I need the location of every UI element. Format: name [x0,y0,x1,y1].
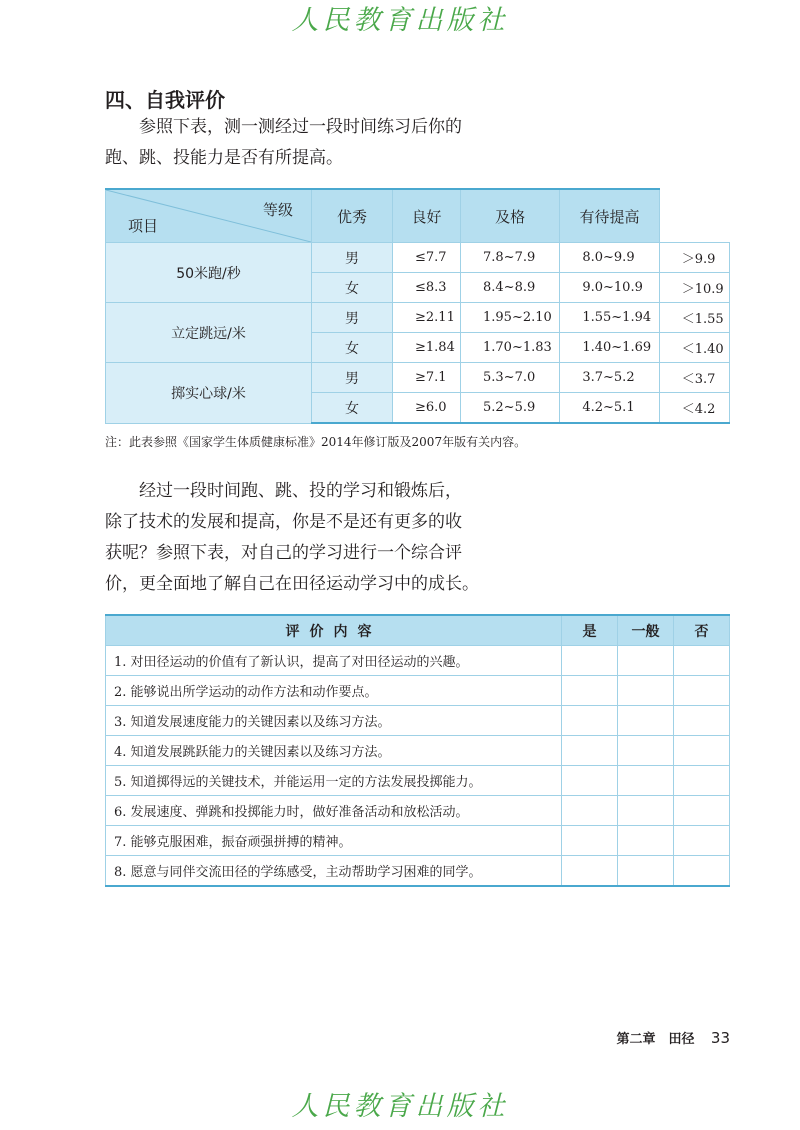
no-check-cell[interactable] [674,856,730,887]
column-header: 优秀 [312,189,393,243]
no-check-cell[interactable] [674,736,730,766]
average-check-cell[interactable] [618,796,674,826]
value-cell: 5.3~7.0 [461,363,560,393]
value-cell: 4.2~5.1 [560,393,659,424]
average-check-cell[interactable] [618,676,674,706]
value-cell: 3.7~5.2 [560,363,659,393]
gender-cell: 男 [312,303,393,333]
yes-check-cell[interactable] [562,646,618,676]
gender-cell: 女 [312,273,393,303]
item-cell: 掷实心球/米 [106,363,312,424]
column-header-no: 否 [674,615,730,646]
paragraph-line: 价，更全面地了解自己在田径运动学习中的成长。 [105,574,479,594]
yes-check-cell[interactable] [562,736,618,766]
column-header: 有待提高 [560,189,659,243]
self-evaluation-table [105,614,730,887]
value-cell: 5.2~5.9 [461,393,560,424]
table-row [106,856,730,887]
table-row [106,646,730,676]
column-header-content: 评价内容 [106,615,562,646]
table-row [106,676,730,706]
corner-level-label: 等级 [262,201,293,219]
yes-check-cell[interactable] [562,766,618,796]
value-cell: 8.4~8.9 [461,273,560,303]
value-cell: ＜4.2 [659,393,729,424]
value-cell: 1.95~2.10 [461,303,560,333]
average-check-cell[interactable] [618,826,674,856]
value-cell: 8.0~9.9 [560,243,659,273]
value-cell: ≥2.11 [393,303,461,333]
gender-cell: 男 [312,243,393,273]
yes-check-cell[interactable] [562,856,618,887]
average-check-cell[interactable] [618,856,674,887]
value-cell: ＞9.9 [659,243,729,273]
yes-check-cell[interactable] [562,676,618,706]
no-check-cell[interactable] [674,646,730,676]
intro-line: 参照下表，测一测经过一段时间练习后你的 [105,117,462,137]
evaluation-item: 1. 对田径运动的价值有了新认识，提高了对田径运动的兴趣。 [106,646,562,676]
column-header-yes: 是 [562,615,618,646]
table-row [106,303,730,333]
value-cell: 1.40~1.69 [560,333,659,363]
column-header: 良好 [393,189,461,243]
table-row [106,766,730,796]
value-cell: ≥6.0 [393,393,461,424]
evaluation-item: 8. 愿意与同伴交流田径的学练感受，主动帮助学习困难的同学。 [106,856,562,887]
evaluation-item: 4. 知道发展跳跃能力的关键因素以及练习方法。 [106,736,562,766]
table-row [106,363,730,393]
no-check-cell[interactable] [674,706,730,736]
value-cell: 9.0~10.9 [560,273,659,303]
no-check-cell[interactable] [674,676,730,706]
item-cell: 50米跑/秒 [106,243,312,303]
table-row [106,796,730,826]
evaluation-item: 7. 能够克服困难，振奋顽强拼搏的精神。 [106,826,562,856]
value-cell: ＜1.40 [659,333,729,363]
column-header-average: 一般 [618,615,674,646]
value-cell: ≥1.84 [393,333,461,363]
paragraph-line: 经过一段时间跑、跳、投的学习和锻炼后， [105,481,462,501]
performance-standards-table [105,188,730,424]
value-cell: ≥7.1 [393,363,461,393]
column-header: 及格 [461,189,560,243]
value-cell: ＜3.7 [659,363,729,393]
evaluation-item: 5. 知道掷得远的关键技术，并能运用一定的方法发展投掷能力。 [106,766,562,796]
corner-item-label: 项目 [128,217,159,235]
table-row [106,706,730,736]
publisher-logo-bottom: 人民教育出版社 [291,1091,509,1122]
page-number: 33 [710,1029,730,1047]
intro-paragraph [105,112,535,174]
average-check-cell[interactable] [618,766,674,796]
table-row [106,243,730,273]
publisher-logo-top: 人民教育出版社 [291,5,509,36]
value-cell: 7.8~7.9 [461,243,560,273]
section-heading: 四、自我评价 [105,88,225,112]
average-check-cell[interactable] [618,736,674,766]
chapter-label: 第二章 田径 [616,1032,695,1047]
value-cell: ≤7.7 [393,243,461,273]
corner-header-cell [106,189,312,243]
no-check-cell[interactable] [674,766,730,796]
yes-check-cell[interactable] [562,706,618,736]
table-footnote: 注：此表参照《国家学生体质健康标准》2014年修订版及2007年版有关内容。 [105,435,527,449]
gender-cell: 男 [312,363,393,393]
evaluation-item: 2. 能够说出所学运动的动作方法和动作要点。 [106,676,562,706]
table-row [106,736,730,766]
yes-check-cell[interactable] [562,796,618,826]
page-footer [616,1028,730,1050]
average-check-cell[interactable] [618,646,674,676]
gender-cell: 女 [312,333,393,363]
value-cell: 1.55~1.94 [560,303,659,333]
value-cell: 1.70~1.83 [461,333,560,363]
value-cell: ＞10.9 [659,273,729,303]
evaluation-item: 3. 知道发展速度能力的关键因素以及练习方法。 [106,706,562,736]
value-cell: ＜1.55 [659,303,729,333]
table-row [106,826,730,856]
gender-cell: 女 [312,393,393,424]
value-cell: ≤8.3 [393,273,461,303]
no-check-cell[interactable] [674,796,730,826]
yes-check-cell[interactable] [562,826,618,856]
intro-line: 跑、跳、投能力是否有所提高。 [105,148,343,168]
paragraph-line: 获呢？参照下表，对自己的学习进行一个综合评 [105,543,462,563]
item-cell: 立定跳远/米 [106,303,312,363]
paragraph-line: 除了技术的发展和提高，你是不是还有更多的收 [105,512,462,532]
no-check-cell[interactable] [674,826,730,856]
evaluation-item: 6. 发展速度、弹跳和投掷能力时，做好准备活动和放松活动。 [106,796,562,826]
second-paragraph [105,476,545,600]
average-check-cell[interactable] [618,706,674,736]
